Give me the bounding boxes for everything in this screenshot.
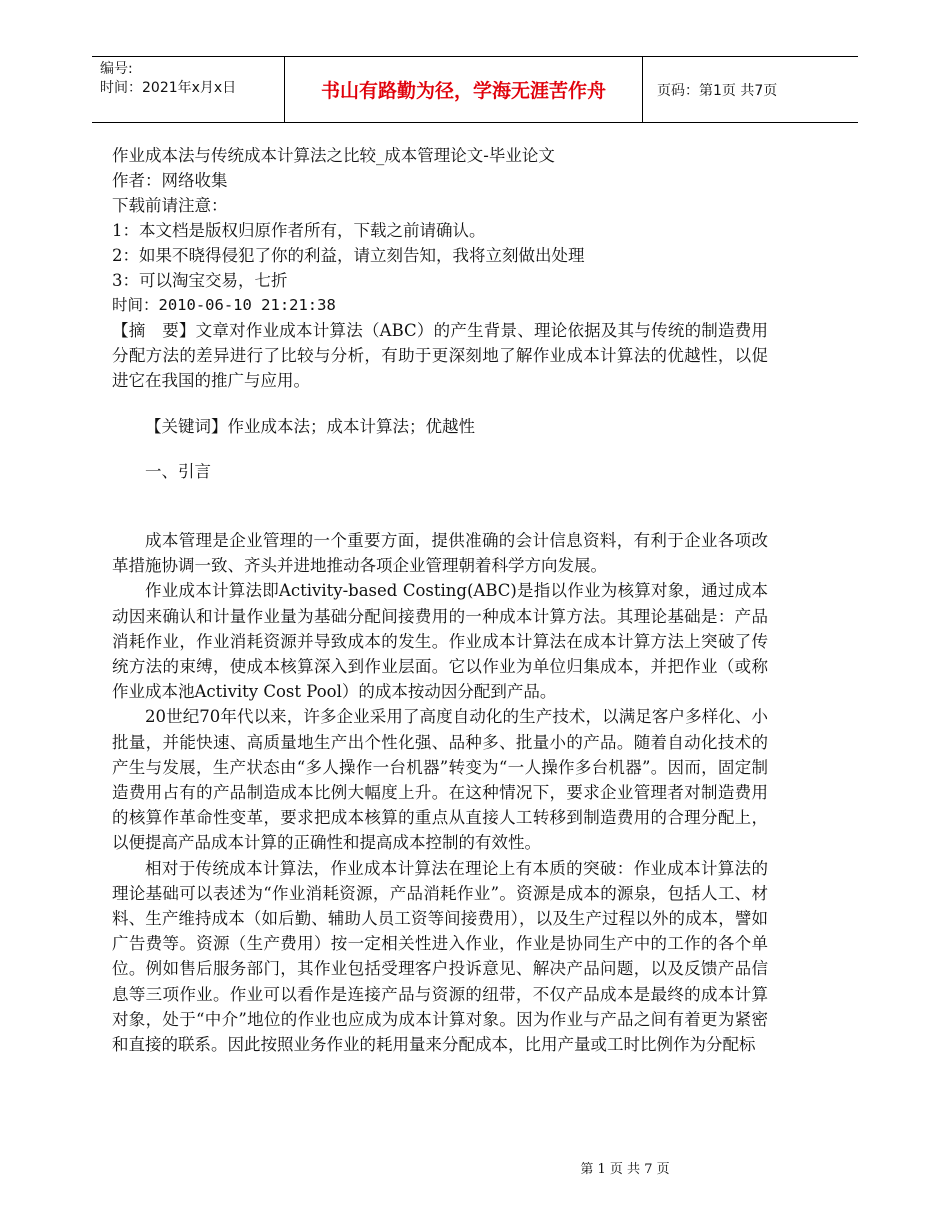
header-motto: 书山有路勤为径，学海无涯苦作舟 <box>285 57 643 122</box>
header-page-info: 页码：第1页 共7页 <box>657 82 778 99</box>
section-heading: 一、引言 <box>145 461 211 481</box>
document-body <box>112 143 768 1057</box>
body-paragraph: 20世纪70年代以来，许多企业采用了高度自动化的生产技术，以满足客户多样化、小批量，并能快速、高质量地生产出个性化强、品种多、批量小的产品。随着自动化技术的产生与发展，生产状态由“多人操作一台机器”转变为“一人操作多台机器”。因而，固定制造费用占有的产品制造成本比例大幅度上升。在这种情况下，要求企业管理者对制造费用的核算作革命性变革，要求把成本核算的重点从直接人工转移到制造费用的合理分配上，以便提高产品成本计算的正确性和提高成本控制的有效性。 <box>112 707 768 853</box>
header-left-cell <box>92 57 285 122</box>
notice-item: 3：可以淘宝交易，七折 <box>112 271 288 290</box>
article-author: 作者：网络收集 <box>112 171 228 190</box>
notice-heading: 下载前请注意： <box>112 196 228 215</box>
document-date: 时间：2021年x月x日 <box>100 80 237 96</box>
document-number-label: 编号: <box>100 61 133 77</box>
keywords: 【关键词】作业成本法；成本计算法；优越性 <box>145 416 475 436</box>
abstract: 【摘 要】文章对作业成本计算法（ABC）的产生背景、理论依据及其与传统的制造费用分配方法的差异进行了比较与分析，有助于更深刻地了解作业成本计算法的优越性，以促进它在我国的推广与应用。 <box>112 321 768 391</box>
header-table <box>92 56 858 123</box>
body-paragraph: 相对于传统成本计算法，作业成本计算法在理论上有本质的突破：作业成本计算法的理论基础可以表述为“作业消耗资源，产品消耗作业”。资源是成本的源泉，包括人工、材料、生产维持成本（如后勤、辅助人员工资等间接费用），以及生产过程以外的成本，譬如广告费等。资源（生产费用）按一定相关性进入作业，作业是协同生产中的工作的各个单位。例如售后服务部门，其作业包括受理客户投诉意见、解决产品问题，以及反馈产品信息等三项作业。作业可以看作是连接产品与资源的纽带，不仅产品成本是最终的成本计算对象，处于“中介”地位的作业也应成为成本计算对象。因为作业与产品之间有着更为紧密和直接的联系。因此按照业务作业的耗用量来分配成本，比用产量或工时比例作为分配标 <box>112 858 768 1055</box>
body-paragraph: 作业成本计算法即Activity-based Costing(ABC)是指以作业为核算对象，通过成本动因来确认和计量作业量为基础分配间接费用的一种成本计算方法。其理论基础是：产品消耗作业，作业消耗资源并导致成本的发生。作业成本计算法在成本计算方法上突破了传统方法的束缚，使成本核算深入到作业层面。它以作业为单位归集成本，并把作业（或称作业成本池Activity Cost Pool）的成本按动因分配到产品。 <box>112 581 768 702</box>
body-paragraph: 成本管理是企业管理的一个重要方面，提供准确的会计信息资料，有利于企业各项改革措施协调一致、齐头并进地推动各项企业管理朝着科学方向发展。 <box>112 531 768 576</box>
notice-item: 1：本文档是版权归原作者所有，下载之前请确认。 <box>112 221 486 240</box>
page-footer: 第 1 页 共 7 页 <box>580 1162 670 1177</box>
article-time: 时间：2010-06-10 21:21:38 <box>112 296 336 314</box>
article-title: 作业成本法与传统成本计算法之比较_成本管理论文-毕业论文 <box>112 146 555 165</box>
notice-item: 2：如果不晓得侵犯了你的利益，请立刻告知，我将立刻做出处理 <box>112 246 585 265</box>
